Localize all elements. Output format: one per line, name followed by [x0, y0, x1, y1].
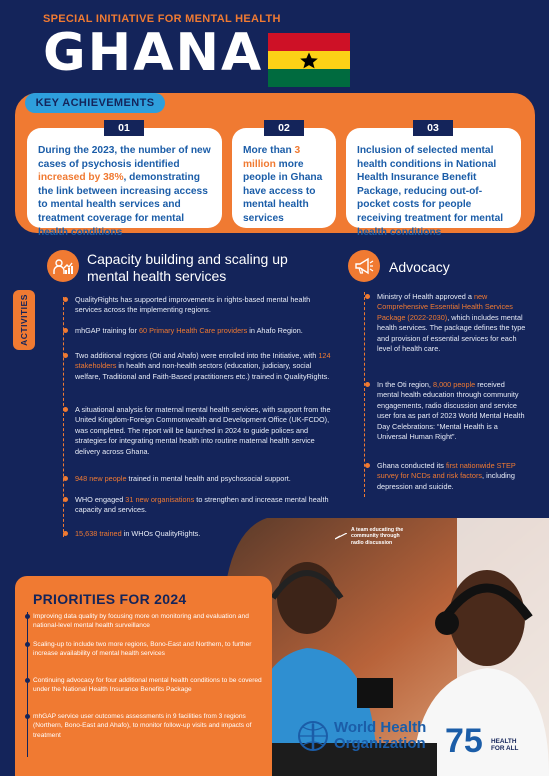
- who-name-line1: World Health: [334, 719, 427, 736]
- priority-item: Continuing advocacy for four additional mental health conditions to be covered under the National Health Insurance Benefits Package: [33, 676, 263, 695]
- caption-arrow-icon: [335, 533, 347, 541]
- achievement-text: more people in Ghana have access to mental health services: [243, 158, 323, 224]
- priority-item: Improving data quality by focusing more on monitoring and evaluation and national-level mental health surveillance: [33, 612, 263, 631]
- who-75-anniversary-logo: [445, 718, 489, 758]
- activities-tab: [13, 290, 35, 350]
- key-achievements-label: KEY ACHIEVEMENTS: [25, 93, 165, 113]
- priority-item: mhGAP service user outcomes assessments in 9 facilities from 3 regions (Northern, Bono-East and Ahafo), to monitor follow-up visits and impacts of treatment: [33, 712, 263, 740]
- achievement-card-1: [27, 122, 222, 238]
- advocacy-item: Ghana conducted its first nationwide STEP survey for NCDs and risk factors, including depression and suicide.: [377, 461, 527, 492]
- priorities-line: [27, 612, 28, 757]
- who-emblem-icon: [297, 720, 329, 752]
- who-logo: [297, 720, 426, 752]
- capacity-title-line1: Capacity building and scaling up: [87, 251, 288, 267]
- achievement-number: 02: [264, 120, 304, 136]
- achievement-number: 01: [104, 120, 144, 136]
- advocacy-item: Ministry of Health approved a new Comprehensive Essential Health Services Package (2022-2030), which includes mental health services. The package defines the type and provision of essential services for each level of health care.: [377, 292, 527, 354]
- capacity-title-line2: mental health services: [87, 268, 227, 284]
- achievement-number: 03: [413, 120, 453, 136]
- priorities-title: PRIORITIES FOR 2024: [33, 591, 187, 607]
- achievement-text: During the 2023, the number of new cases of psychosis identified: [38, 145, 211, 170]
- capacity-item: 15,638 trained in WHOs QualityRights.: [75, 529, 275, 539]
- capacity-item: A situational analysis for maternal mental health services, with support from the United Kingdom-Foreign Commonwealth and Development Office (UK-FCDO), was completed. The report will be launched in 2024 to guide polices and strategies for integrating mental health into routine maternal health service delivery across Ghana.: [75, 405, 337, 457]
- achievement-highlight: increased by 38%: [38, 172, 124, 184]
- capacity-item: QualityRights has supported improvements in rights-based mental health services across the implementing regions.: [75, 295, 331, 316]
- capacity-building-title: [87, 251, 288, 285]
- kicker-text: SPECIAL INITIATIVE FOR MENTAL HEALTH: [43, 13, 281, 25]
- achievement-card-3: [346, 122, 521, 238]
- achievement-card-2: [232, 122, 336, 228]
- achievement-text: , demonstrating the link between increasing access to mental health services and treatment coverage for mental health conditions: [38, 172, 208, 238]
- capacity-item: WHO engaged 31 new organisations to strengthen and increase mental health capacity and services.: [75, 495, 337, 516]
- achievement-text: Inclusion of selected mental health conditions in National Health Insurance Benefit Package, reducing out-of-pocket costs for people receiving treatment for mental health conditions: [357, 145, 504, 238]
- svg-text:75: 75: [445, 722, 483, 758]
- advocacy-item: In the Oti region, 8,000 people received mental health education through community engagements, radio discussion and service user fora as part of 2023 World Mental Health Day Celebrations: “Mental Health is a Universal Human Right”.: [377, 380, 527, 442]
- photo-caption: A team educating the community through radio discussion: [351, 527, 411, 546]
- priority-item: Scaling-up to include two more regions, Bono-East and Northern, to further increase availability of mental health services: [33, 640, 263, 659]
- country-title: GHANA: [43, 23, 264, 83]
- achievement-text: More than: [243, 145, 295, 156]
- achievement-highlight: 3 million: [243, 145, 301, 170]
- advocacy-title: Advocacy: [389, 259, 450, 275]
- who-name-line2: Organization: [334, 735, 426, 752]
- health-for-all-text: HEALTH FOR ALL: [491, 738, 519, 753]
- capacity-item: mhGAP training for 60 Primary Health Care providers in Ahafo Region.: [75, 326, 331, 336]
- capacity-item: Two additional regions (Oti and Ahafo) were enrolled into the Initiative, with 124 stakeholders in health and non-health sectors (education, judiciary, social welfare, Traditional and Faith-Based practitioners etc.) trained in QualityRights.: [75, 351, 337, 382]
- megaphone-icon: [348, 250, 380, 282]
- activities-label: ACTIVITIES: [19, 294, 30, 346]
- capacity-item: 948 new people trained in mental health and psychosocial support.: [75, 474, 337, 484]
- ghana-flag-icon: [268, 33, 350, 87]
- capacity-building-icon: [47, 250, 79, 282]
